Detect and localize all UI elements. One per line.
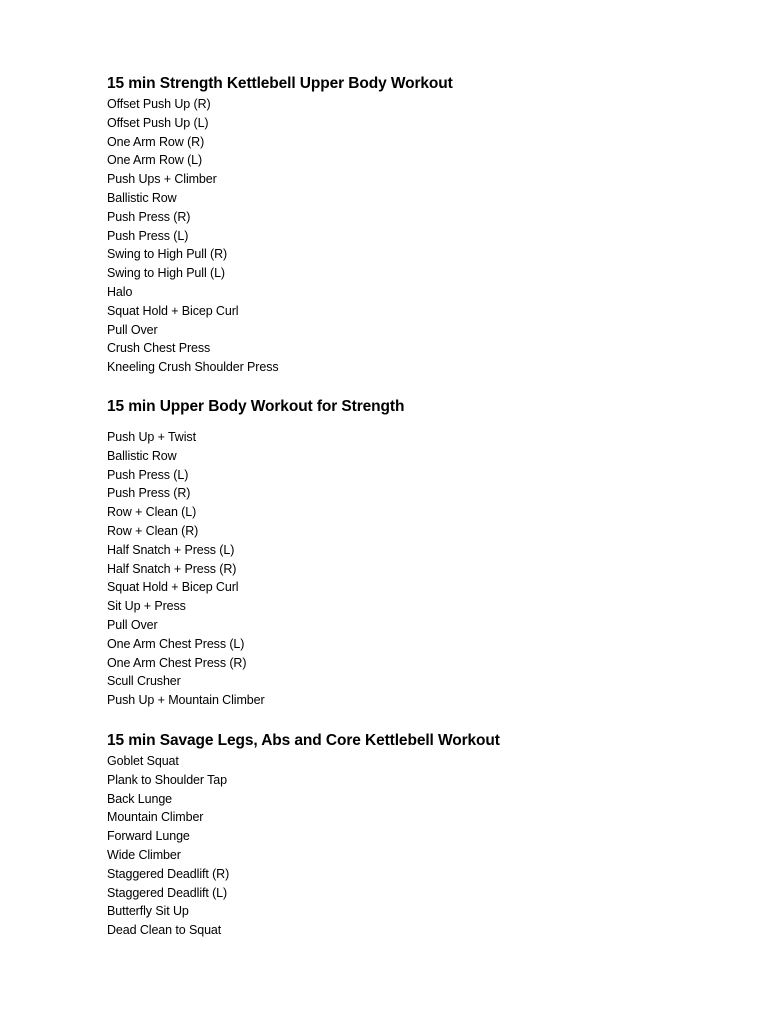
workout-section-upper-body-strength [107,397,404,710]
exercise-list [107,752,500,940]
exercise-item: Push Press (R) [107,486,191,501]
exercise-item: Back Lunge [107,791,173,806]
exercise-item: Ballistic Row [107,190,177,205]
exercise-item: Kneeling Crush Shoulder Press [107,360,279,375]
exercise-item: Swing to High Pull (R) [107,247,228,262]
exercise-item: Scull Crusher [107,674,181,689]
exercise-item: One Arm Chest Press (R) [107,655,247,670]
exercise-item: Push Press (L) [107,467,189,482]
section-title: 15 min Savage Legs, Abs and Core Kettlebell Workout [107,732,500,749]
exercise-item: Sit Up + Press [107,599,186,614]
exercise-item: Halo [107,284,133,299]
exercise-list [107,428,404,710]
exercise-item: One Arm Chest Press (L) [107,636,245,651]
exercise-item: Swing to High Pull (L) [107,266,225,281]
exercise-item: Plank to Shoulder Tap [107,772,227,787]
exercise-item: Mountain Climber [107,810,204,825]
exercise-item: Offset Push Up (R) [107,97,211,111]
exercise-item: Pull Over [107,617,158,632]
exercise-item: Squat Hold + Bicep Curl [107,303,239,318]
exercise-item: Wide Climber [107,847,181,862]
exercise-item: Staggered Deadlift (R) [107,866,230,881]
exercise-item: Staggered Deadlift (L) [107,885,228,900]
exercise-item: Push Press (L) [107,228,189,243]
exercise-list [107,95,453,377]
workout-section-strength-kettlebell-upper-body [107,74,453,377]
exercise-item: Row + Clean (L) [107,505,197,520]
exercise-item: Push Ups + Climber [107,172,217,187]
exercise-item: Squat Hold + Bicep Curl [107,580,239,595]
exercise-item: Push Up + Mountain Climber [107,693,265,708]
exercise-item: One Arm Row (R) [107,134,205,149]
exercise-item: Row + Clean (R) [107,523,199,538]
exercise-item: One Arm Row (L) [107,153,203,168]
section-title: 15 min Strength Kettlebell Upper Body Workout [107,75,453,92]
exercise-item: Half Snatch + Press (R) [107,561,237,576]
exercise-item: Ballistic Row [107,448,177,463]
workout-section-legs-abs-core [107,731,500,940]
exercise-item: Push Press (R) [107,209,191,224]
exercise-item: Push Up + Twist [107,430,196,444]
section-title: 15 min Upper Body Workout for Strength [107,398,405,415]
exercise-item: Goblet Squat [107,754,179,768]
exercise-item: Butterfly Sit Up [107,904,189,919]
exercise-item: Crush Chest Press [107,341,211,356]
exercise-item: Pull Over [107,322,158,337]
exercise-item: Forward Lunge [107,829,190,844]
exercise-item: Offset Push Up (L) [107,115,209,130]
exercise-item: Dead Clean to Squat [107,923,222,938]
exercise-item: Half Snatch + Press (L) [107,542,235,557]
